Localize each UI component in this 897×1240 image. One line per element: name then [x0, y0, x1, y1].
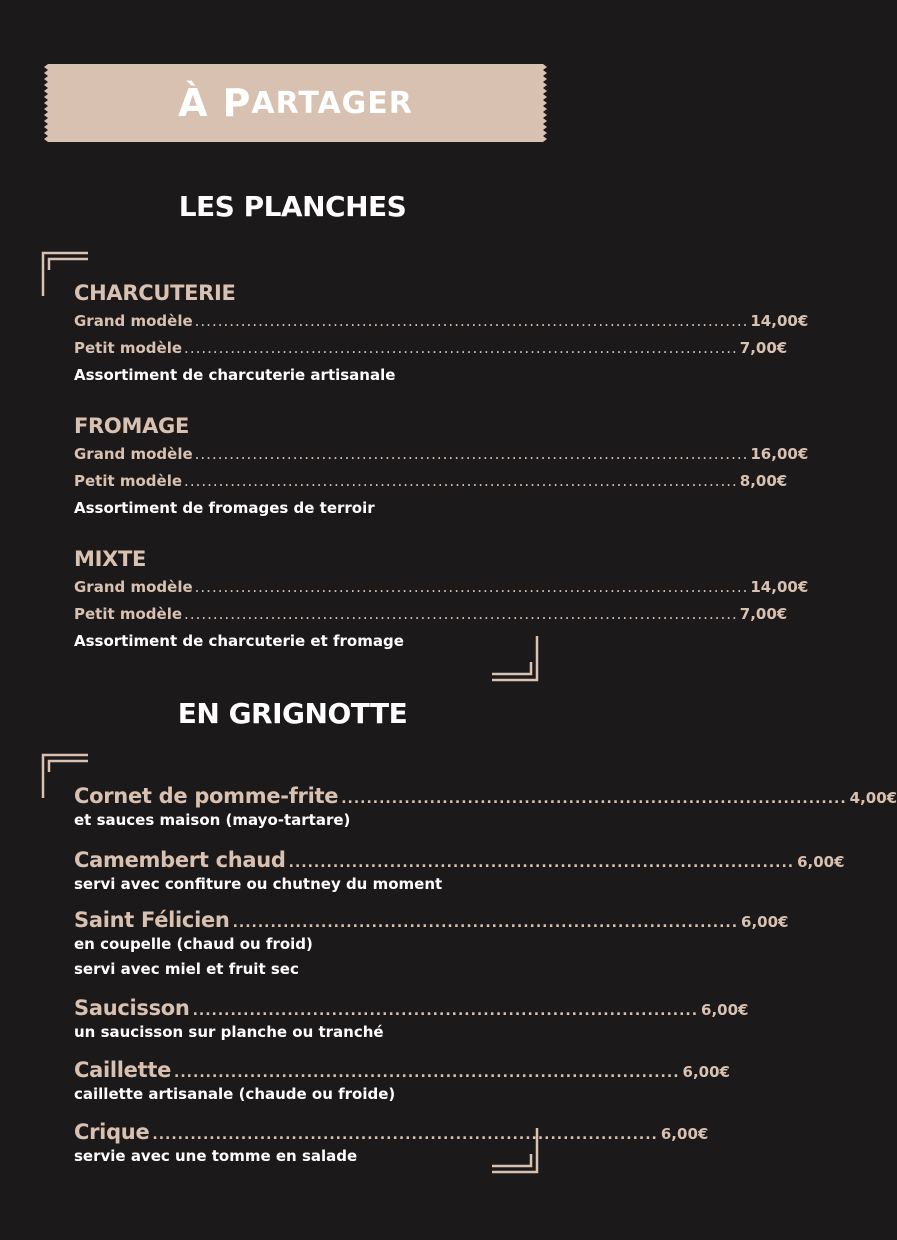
dot-leader: ................................................................................: [232, 915, 739, 931]
row-price: 16,00€: [750, 445, 809, 463]
item-row: [74, 996, 749, 1020]
dot-leader: ................................................................................................: [194, 312, 749, 330]
banner-title-first-word: À: [178, 81, 209, 125]
category-charcuterie: [74, 278, 809, 388]
banner-title: [48, 64, 543, 142]
row-price: 8,00€: [739, 472, 788, 490]
row-price: 7,00€: [739, 605, 788, 623]
category-fromage: [74, 411, 809, 521]
dot-leader: ................................................................................: [174, 1065, 680, 1081]
menu-item-cornet: [74, 784, 897, 833]
menu-item-saucisson: [74, 996, 749, 1045]
item-description: servie avec une tomme en salade: [74, 1147, 358, 1165]
category-description: Assortiment de fromages de terroir: [74, 499, 375, 517]
item-price: 6,00€: [701, 1001, 749, 1019]
dot-leader: ................................................................................................: [184, 605, 738, 623]
item-description: en coupelle (chaud ou froid): [74, 935, 313, 953]
section-banner: [48, 64, 543, 142]
dot-leader: ................................................................................................: [184, 339, 738, 357]
item-price: 6,00€: [797, 853, 845, 871]
section-title-grignotte: EN GRIGNOTTE: [177, 697, 408, 730]
category-description: Assortiment de charcuterie et fromage: [74, 632, 404, 650]
row-label: Petit modèle: [74, 605, 183, 623]
row-price: 7,00€: [739, 339, 788, 357]
banner-title-initial: P: [222, 81, 252, 125]
menu-item-camembert: [74, 848, 845, 897]
dot-leader: ................................................................................................: [194, 445, 749, 463]
dot-leader: ................................................................................: [152, 1127, 658, 1143]
row-label: Petit modèle: [74, 472, 183, 490]
corner-ornament-bottom-right: [490, 1126, 540, 1176]
item-description: servi avec miel et fruit sec: [74, 960, 299, 978]
dot-leader: ................................................................................................: [194, 578, 749, 596]
category-description: Assortiment de charcuterie artisanale: [74, 366, 396, 384]
row-label: Grand modèle: [74, 578, 193, 596]
menu-item-caillette: [74, 1058, 730, 1107]
row-price: 14,00€: [750, 312, 809, 330]
item-name: Crique: [74, 1120, 150, 1144]
item-name: Cornet de pomme-frite: [74, 784, 339, 808]
item-description: servi avec confiture ou chutney du moment: [74, 875, 443, 893]
category-mixte: [74, 544, 809, 654]
item-row: [74, 908, 789, 932]
dot-leader: ................................................................................: [288, 855, 795, 871]
category-title: MIXTE: [74, 547, 147, 571]
item-row: [74, 848, 845, 872]
dot-leader: ................................................................................: [341, 791, 847, 807]
item-name: Saint Félicien: [74, 908, 230, 932]
item-price: 6,00€: [741, 913, 789, 931]
category-title: CHARCUTERIE: [74, 281, 236, 305]
item-description: et sauces maison (mayo-tartare): [74, 811, 351, 829]
category-title: FROMAGE: [74, 414, 189, 438]
item-price: 4,00€: [849, 789, 897, 807]
dot-leader: ................................................................................................: [184, 472, 738, 490]
price-row: [74, 601, 788, 628]
banner-title-rest: ARTAGER: [251, 85, 413, 121]
item-row: [74, 784, 897, 808]
item-price: 6,00€: [682, 1063, 730, 1081]
item-row: [74, 1120, 709, 1144]
section-title-planches: LES PLANCHES: [178, 190, 407, 223]
row-label: Grand modèle: [74, 312, 193, 330]
menu-item-saint-felicien: [74, 908, 789, 982]
price-row: [74, 308, 809, 335]
item-name: Saucisson: [74, 996, 190, 1020]
price-row: [74, 574, 809, 601]
item-row: [74, 1058, 730, 1082]
row-label: Grand modèle: [74, 445, 193, 463]
item-name: Camembert chaud: [74, 848, 286, 872]
corner-ornament-bottom-right: [490, 634, 540, 684]
dot-leader: ................................................................................: [192, 1003, 699, 1019]
item-description: un saucisson sur planche ou tranché: [74, 1023, 384, 1041]
price-row: [74, 441, 809, 468]
item-price: 6,00€: [660, 1125, 709, 1143]
menu-item-crique: [74, 1120, 709, 1169]
item-name: Caillette: [74, 1058, 172, 1082]
row-label: Petit modèle: [74, 339, 183, 357]
price-row: [74, 468, 788, 495]
row-price: 14,00€: [750, 578, 809, 596]
price-row: [74, 335, 788, 362]
item-description: caillette artisanale (chaude ou froide): [74, 1085, 396, 1103]
